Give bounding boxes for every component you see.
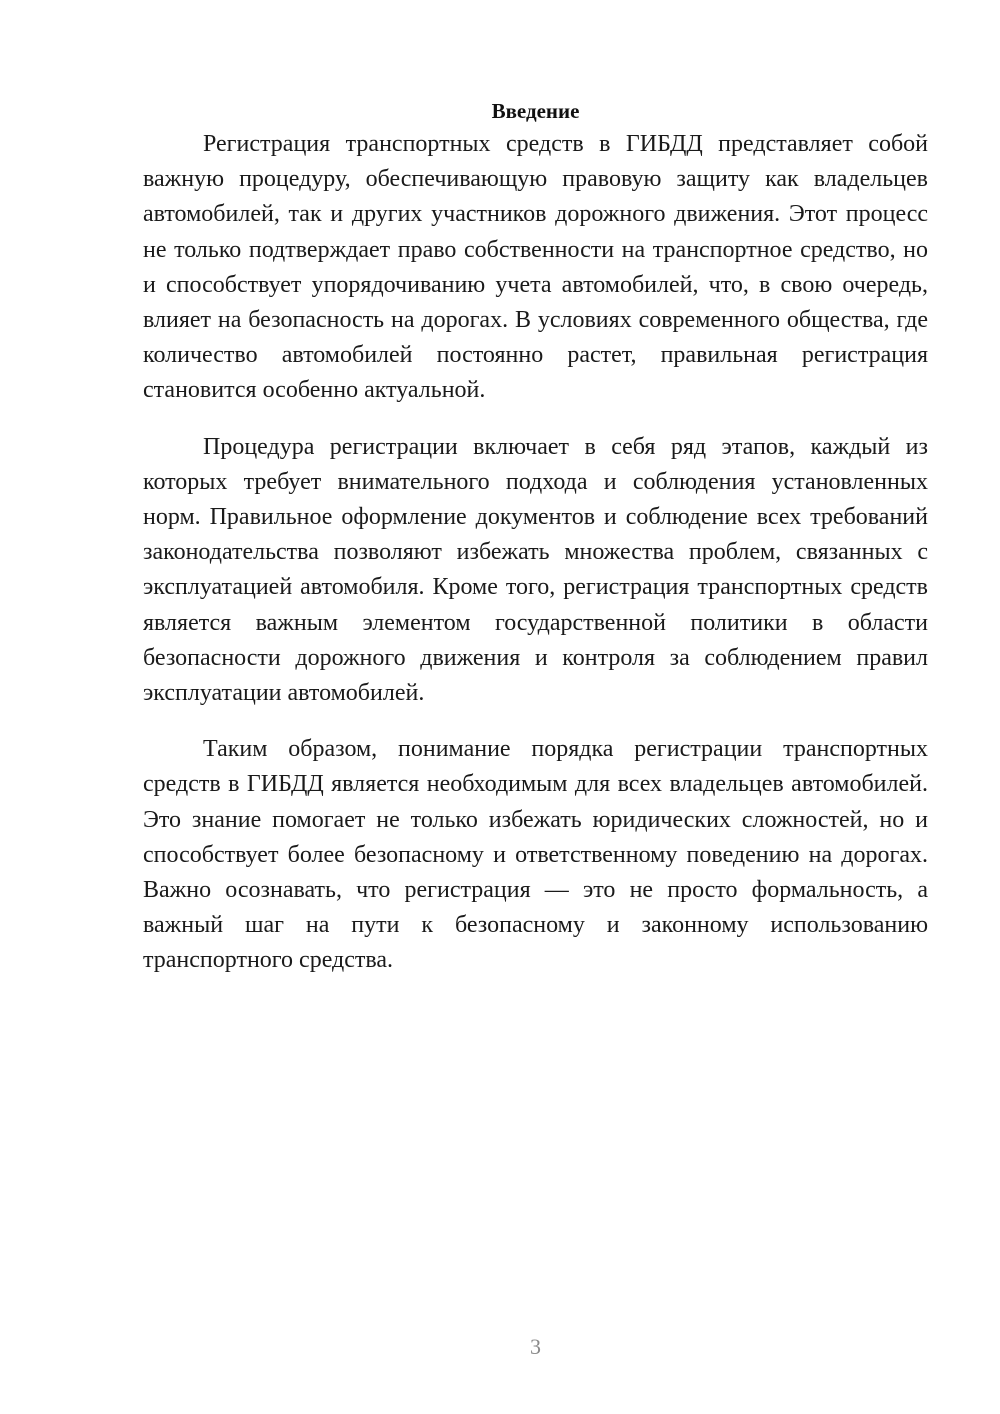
- page-content: [143, 95, 928, 979]
- paragraph-2: Процедура регистрации включает в себя ряд этапов, каждый из которых требует внимательного подхода и соблюдения установленных норм. Правильное оформление документов и соблюдение всех требований законодательства позволяют избежать множества проблем, связанных с эксплуатацией автомобиля. Кроме того, регистрация транспортных средств является важным элементом государственной политики в области безопасности дорожного движения и контроля за соблюдением правил эксплуатации автомобилей.: [143, 433, 928, 707]
- paragraph-3: Таким образом, понимание порядка регистрации транспортных средств в ГИБДД является необходимым для всех владельцев автомобилей. Это знание помогает не только избежать юридических сложностей, но и способствует более безопасному и ответственному поведению на дорогах. Важно осознавать, что регистрация — это не просто формальность, а важный шаг на пути к безопасному и законному использованию транспортного средства.: [143, 736, 928, 974]
- section-title: Введение: [491, 99, 580, 123]
- paragraph-1: Регистрация транспортных средств в ГИБДД представляет собой важную процедуру, обеспечивающую правовую защиту как владельцев автомобилей, так и других участников дорожного движения. Этот процесс не только подтверждает право собственности на транспортное средство, но и способствует упорядочиванию учета автомобилей, что, в свою очередь, влияет на безопасность на дорогах. В условиях современного общества, где количество автомобилей постоянно растет, правильная регистрация становится особенно актуальной.: [143, 131, 928, 404]
- page-number: 3: [530, 1334, 541, 1359]
